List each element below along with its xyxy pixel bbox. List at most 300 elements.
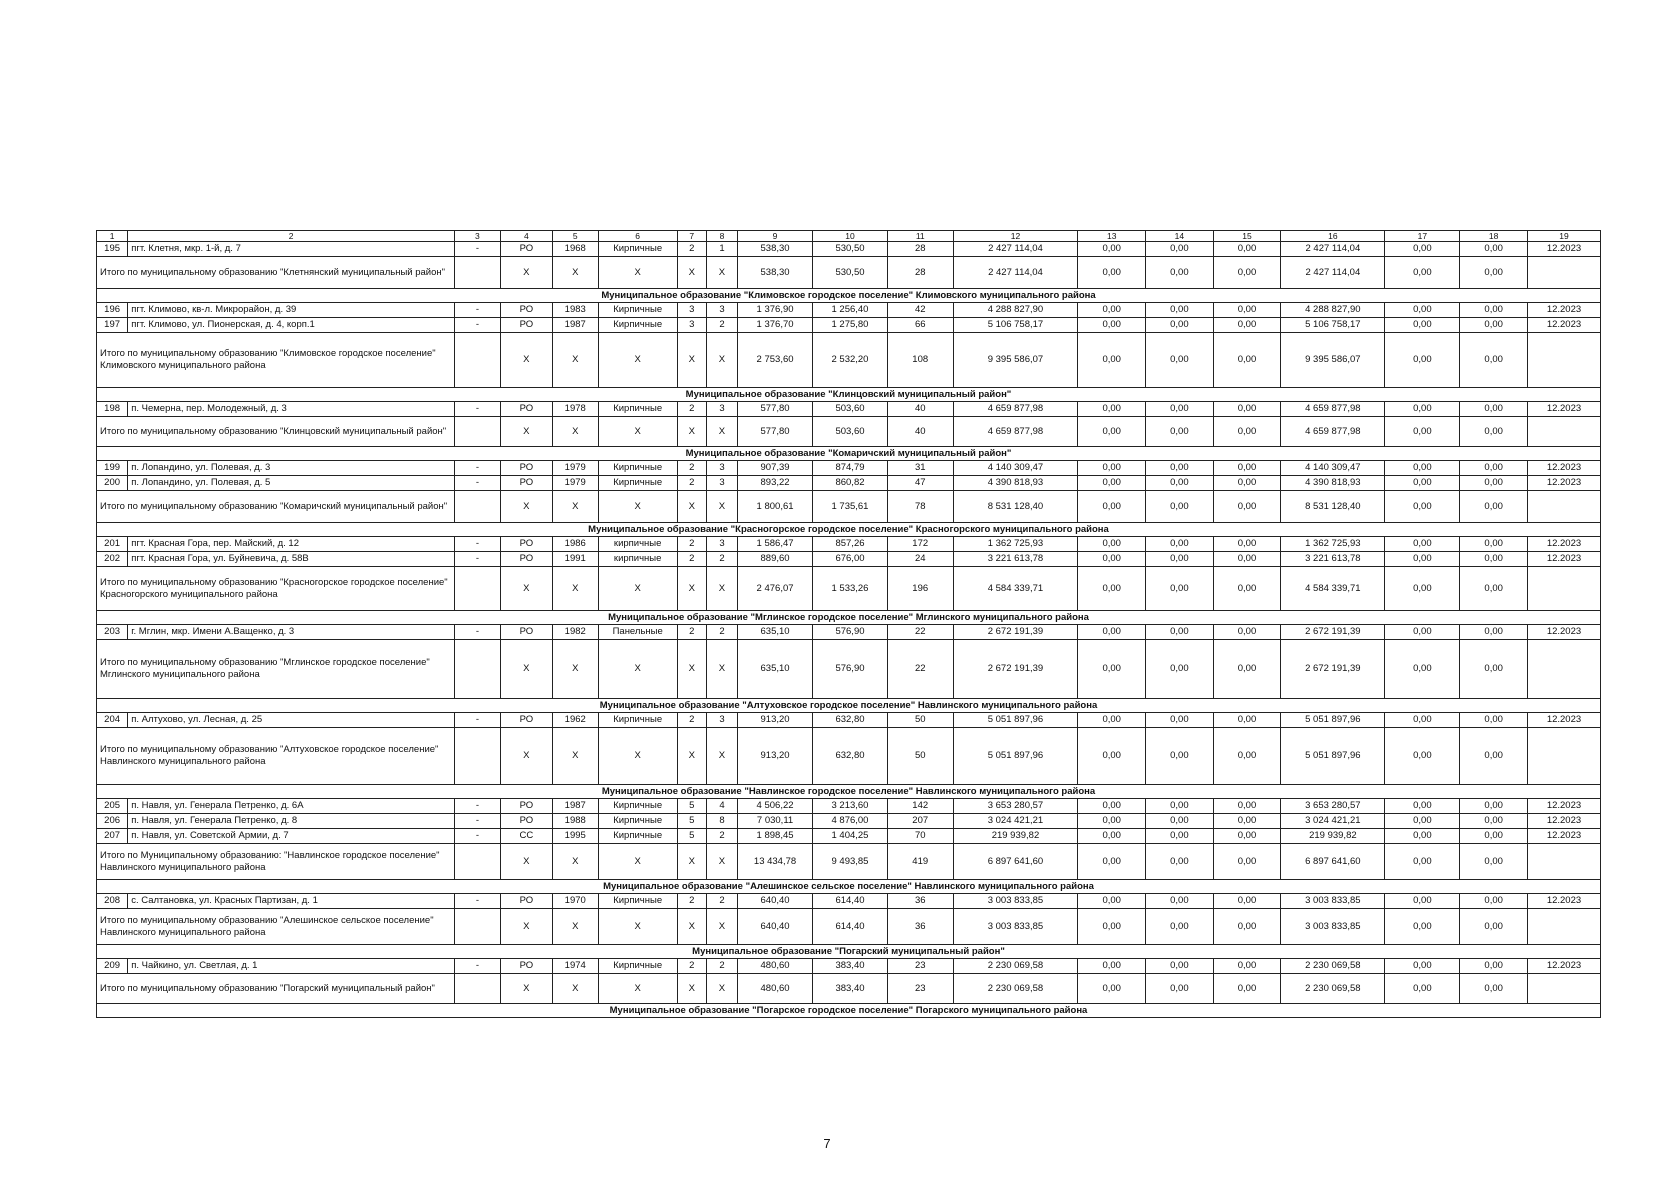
- total-cell: Х: [500, 909, 552, 945]
- table-cell: 0,00: [1385, 625, 1460, 640]
- table-cell: 0,00: [1078, 242, 1146, 257]
- table-cell: 3: [677, 318, 706, 333]
- total-cell: 0,00: [1146, 417, 1214, 447]
- total-cell: 3 003 833,85: [953, 909, 1078, 945]
- table-cell: РО: [500, 242, 552, 257]
- table-cell: 209: [97, 959, 128, 974]
- total-cell: [455, 909, 501, 945]
- column-number: 17: [1385, 231, 1460, 242]
- total-cell: Х: [598, 909, 677, 945]
- total-cell: [455, 257, 501, 289]
- total-cell: 635,10: [738, 640, 813, 699]
- table-cell: 12.2023: [1527, 242, 1600, 257]
- table-cell: 0,00: [1213, 242, 1281, 257]
- table-cell: 12.2023: [1527, 625, 1600, 640]
- total-row: [97, 974, 1601, 1004]
- table-cell: 207: [887, 814, 953, 829]
- total-row: [97, 257, 1601, 289]
- total-row: [97, 844, 1601, 880]
- total-cell: 4 584 339,71: [953, 567, 1078, 611]
- municipality-title: Муниципальное образование "Алешинское сельское поселение" Навлинского муниципального района: [97, 880, 1601, 894]
- table-cell: 3 221 613,78: [953, 552, 1078, 567]
- column-number: 6: [598, 231, 677, 242]
- total-cell: 0,00: [1213, 728, 1281, 785]
- table-cell: 0,00: [1385, 959, 1460, 974]
- total-row: [97, 491, 1601, 523]
- address-cell: п. Лопандино, ул. Полевая, д. 3: [128, 461, 455, 476]
- table-cell: -: [455, 303, 501, 318]
- total-cell: Х: [598, 333, 677, 388]
- table-cell: 0,00: [1385, 799, 1460, 814]
- table-cell: 0,00: [1460, 537, 1528, 552]
- table-cell: Кирпичные: [598, 242, 677, 257]
- municipality-title: Муниципальное образование "Алтуховское городское поселение" Навлинского муниципального района: [97, 699, 1601, 713]
- table-cell: 4 506,22: [738, 799, 813, 814]
- municipality-header-row: [97, 388, 1601, 402]
- table-cell: 1991: [552, 552, 598, 567]
- table-cell: 0,00: [1460, 959, 1528, 974]
- total-cell: Х: [598, 640, 677, 699]
- table-row: [97, 242, 1601, 257]
- table-cell: 0,00: [1460, 303, 1528, 318]
- table-cell: 12.2023: [1527, 829, 1600, 844]
- table-cell: 5 106 758,17: [1281, 318, 1385, 333]
- total-cell: [455, 333, 501, 388]
- table-cell: кирпичные: [598, 552, 677, 567]
- table-cell: 28: [887, 242, 953, 257]
- total-cell: Х: [552, 417, 598, 447]
- municipality-header-row: [97, 447, 1601, 461]
- table-cell: 0,00: [1213, 318, 1281, 333]
- column-number: 4: [500, 231, 552, 242]
- total-cell: 0,00: [1460, 567, 1528, 611]
- total-cell: 5 051 897,96: [1281, 728, 1385, 785]
- table-cell: 4 288 827,90: [953, 303, 1078, 318]
- table-cell: СС: [500, 829, 552, 844]
- total-cell: 503,60: [813, 417, 888, 447]
- table-cell: 1 376,90: [738, 303, 813, 318]
- table-cell: 893,22: [738, 476, 813, 491]
- table-cell: 0,00: [1146, 799, 1214, 814]
- total-cell: 0,00: [1213, 491, 1281, 523]
- total-cell: [455, 417, 501, 447]
- table-cell: 12.2023: [1527, 303, 1600, 318]
- table-cell: 142: [887, 799, 953, 814]
- column-number: 15: [1213, 231, 1281, 242]
- table-cell: Кирпичные: [598, 713, 677, 728]
- table-cell: 3: [706, 537, 737, 552]
- table-cell: 2: [677, 894, 706, 909]
- table-cell: 874,79: [813, 461, 888, 476]
- address-cell: п. Чемерна, пер. Молодежный, д. 3: [128, 402, 455, 417]
- total-cell: 614,40: [813, 909, 888, 945]
- total-cell: 0,00: [1078, 491, 1146, 523]
- table-cell: 1987: [552, 799, 598, 814]
- total-cell: Х: [552, 257, 598, 289]
- municipality-header-row: [97, 785, 1601, 799]
- table-row: [97, 537, 1601, 552]
- total-cell: Х: [598, 417, 677, 447]
- total-cell: [455, 974, 501, 1004]
- total-cell: Х: [706, 257, 737, 289]
- table-cell: 0,00: [1146, 713, 1214, 728]
- table-cell: 206: [97, 814, 128, 829]
- total-cell: 0,00: [1078, 567, 1146, 611]
- total-cell: Х: [598, 974, 677, 1004]
- table-cell: 2: [677, 713, 706, 728]
- table-cell: 0,00: [1213, 537, 1281, 552]
- table-cell: 0,00: [1385, 318, 1460, 333]
- total-cell: Х: [500, 844, 552, 880]
- table-cell: -: [455, 713, 501, 728]
- table-cell: 1968: [552, 242, 598, 257]
- table-cell: 0,00: [1460, 318, 1528, 333]
- total-cell: 2 476,07: [738, 567, 813, 611]
- table-cell: 4: [706, 799, 737, 814]
- table-cell: Кирпичные: [598, 303, 677, 318]
- total-cell: Х: [706, 728, 737, 785]
- total-cell: 2 753,60: [738, 333, 813, 388]
- address-cell: пгт. Клетня, мкр. 1-й, д. 7: [128, 242, 455, 257]
- total-cell: [1527, 909, 1600, 945]
- column-number: 18: [1460, 231, 1528, 242]
- total-cell: Х: [500, 974, 552, 1004]
- table-cell: 0,00: [1385, 461, 1460, 476]
- total-label: Итого по муниципальному образованию "Алешинское сельское поселение" Навлинского муниципального района: [97, 909, 455, 945]
- page-number: 7: [823, 1136, 831, 1151]
- table-cell: 2: [677, 242, 706, 257]
- column-number: 1: [97, 231, 128, 242]
- total-cell: 0,00: [1078, 333, 1146, 388]
- table-cell: Кирпичные: [598, 829, 677, 844]
- table-cell: 913,20: [738, 713, 813, 728]
- municipality-title: Муниципальное образование "Мглинское городское поселение" Мглинского муниципального района: [97, 611, 1601, 625]
- table-row: [97, 894, 1601, 909]
- total-cell: Х: [500, 333, 552, 388]
- total-cell: [455, 640, 501, 699]
- total-cell: Х: [552, 844, 598, 880]
- total-cell: 0,00: [1460, 491, 1528, 523]
- table-cell: 1974: [552, 959, 598, 974]
- table-cell: 3: [706, 402, 737, 417]
- total-cell: Х: [677, 417, 706, 447]
- table-cell: 2 230 069,58: [1281, 959, 1385, 974]
- table-cell: 0,00: [1078, 318, 1146, 333]
- table-cell: 1995: [552, 829, 598, 844]
- total-cell: Х: [706, 974, 737, 1004]
- total-cell: 0,00: [1146, 567, 1214, 611]
- column-number: 10: [813, 231, 888, 242]
- total-cell: Х: [677, 728, 706, 785]
- total-cell: 0,00: [1146, 640, 1214, 699]
- table-cell: Кирпичные: [598, 959, 677, 974]
- table-cell: -: [455, 537, 501, 552]
- total-cell: Х: [706, 640, 737, 699]
- table-cell: 2: [677, 476, 706, 491]
- total-cell: 0,00: [1078, 257, 1146, 289]
- total-cell: 1 800,61: [738, 491, 813, 523]
- table-row: [97, 625, 1601, 640]
- table-cell: РО: [500, 625, 552, 640]
- total-cell: Х: [706, 417, 737, 447]
- total-cell: Х: [552, 333, 598, 388]
- total-cell: Х: [552, 909, 598, 945]
- table-cell: 70: [887, 829, 953, 844]
- total-cell: Х: [706, 333, 737, 388]
- table-row: [97, 318, 1601, 333]
- table-cell: 0,00: [1460, 552, 1528, 567]
- table-cell: 172: [887, 537, 953, 552]
- table-cell: 12.2023: [1527, 552, 1600, 567]
- table-cell: Кирпичные: [598, 894, 677, 909]
- table-cell: -: [455, 829, 501, 844]
- table-cell: 1979: [552, 476, 598, 491]
- table-cell: Кирпичные: [598, 476, 677, 491]
- table-cell: 2 672 191,39: [953, 625, 1078, 640]
- table-cell: 0,00: [1213, 625, 1281, 640]
- table-cell: 5: [677, 814, 706, 829]
- total-cell: Х: [677, 333, 706, 388]
- total-cell: 0,00: [1460, 728, 1528, 785]
- table-cell: 0,00: [1146, 894, 1214, 909]
- total-cell: 0,00: [1385, 257, 1460, 289]
- table-row: [97, 303, 1601, 318]
- table-cell: 0,00: [1460, 829, 1528, 844]
- municipality-title: Муниципальное образование "Красногорское городское поселение" Красногорского муниципального района: [97, 523, 1601, 537]
- table-cell: 1979: [552, 461, 598, 476]
- table-cell: 31: [887, 461, 953, 476]
- total-cell: 9 395 586,07: [1281, 333, 1385, 388]
- total-cell: 419: [887, 844, 953, 880]
- table-cell: 4 390 818,93: [1281, 476, 1385, 491]
- column-number: 12: [953, 231, 1078, 242]
- table-cell: 1986: [552, 537, 598, 552]
- municipality-header-row: [97, 289, 1601, 303]
- table-cell: 3 653 280,57: [953, 799, 1078, 814]
- total-cell: 0,00: [1385, 974, 1460, 1004]
- total-cell: 0,00: [1460, 974, 1528, 1004]
- table-cell: 0,00: [1385, 476, 1460, 491]
- total-cell: [1527, 333, 1600, 388]
- table-cell: 197: [97, 318, 128, 333]
- table-cell: 203: [97, 625, 128, 640]
- table-cell: 12.2023: [1527, 537, 1600, 552]
- total-cell: Х: [677, 974, 706, 1004]
- total-cell: Х: [500, 728, 552, 785]
- column-number: 11: [887, 231, 953, 242]
- total-cell: 28: [887, 257, 953, 289]
- total-cell: [1527, 567, 1600, 611]
- table-row: [97, 713, 1601, 728]
- total-cell: [455, 491, 501, 523]
- total-cell: 0,00: [1078, 640, 1146, 699]
- table-cell: РО: [500, 537, 552, 552]
- total-label: Итого по муниципальному образованию "Алтуховское городское поселение" Навлинского муниципального района: [97, 728, 455, 785]
- total-cell: [1527, 491, 1600, 523]
- table-cell: РО: [500, 303, 552, 318]
- table-cell: 857,26: [813, 537, 888, 552]
- table-cell: Кирпичные: [598, 402, 677, 417]
- total-cell: 2 532,20: [813, 333, 888, 388]
- table-cell: -: [455, 476, 501, 491]
- table-cell: 2: [677, 537, 706, 552]
- address-cell: п. Лопандино, ул. Полевая, д. 5: [128, 476, 455, 491]
- table-cell: Панельные: [598, 625, 677, 640]
- total-cell: [1527, 257, 1600, 289]
- table-cell: 0,00: [1146, 402, 1214, 417]
- table-cell: 0,00: [1213, 814, 1281, 829]
- table-cell: 0,00: [1078, 799, 1146, 814]
- total-cell: 108: [887, 333, 953, 388]
- table-cell: РО: [500, 402, 552, 417]
- table-cell: 0,00: [1078, 894, 1146, 909]
- table-cell: 0,00: [1146, 476, 1214, 491]
- table-cell: 1 275,80: [813, 318, 888, 333]
- table-cell: 0,00: [1146, 537, 1214, 552]
- total-cell: Х: [500, 567, 552, 611]
- total-cell: Х: [598, 844, 677, 880]
- table-cell: 576,90: [813, 625, 888, 640]
- table-cell: -: [455, 461, 501, 476]
- total-cell: 0,00: [1385, 491, 1460, 523]
- address-cell: с. Салтановка, ул. Красных Партизан, д. 1: [128, 894, 455, 909]
- table-cell: 0,00: [1213, 476, 1281, 491]
- table-cell: 5 106 758,17: [953, 318, 1078, 333]
- table-cell: 4 288 827,90: [1281, 303, 1385, 318]
- table-cell: 47: [887, 476, 953, 491]
- table-cell: 1982: [552, 625, 598, 640]
- total-cell: 0,00: [1213, 417, 1281, 447]
- total-cell: Х: [500, 417, 552, 447]
- table-cell: 907,39: [738, 461, 813, 476]
- table-cell: 4 390 818,93: [953, 476, 1078, 491]
- column-number: 16: [1281, 231, 1385, 242]
- total-label: Итого по муниципальному образованию "Комаричский муниципальный район": [97, 491, 455, 523]
- total-cell: 0,00: [1213, 257, 1281, 289]
- total-cell: Х: [706, 909, 737, 945]
- total-cell: Х: [677, 491, 706, 523]
- table-cell: 889,60: [738, 552, 813, 567]
- total-row: [97, 909, 1601, 945]
- table-row: [97, 829, 1601, 844]
- total-cell: 36: [887, 909, 953, 945]
- table-cell: 5: [677, 829, 706, 844]
- table-cell: 12.2023: [1527, 799, 1600, 814]
- table-cell: 50: [887, 713, 953, 728]
- table-cell: 2: [706, 625, 737, 640]
- total-cell: 6 897 641,60: [953, 844, 1078, 880]
- total-cell: 9 493,85: [813, 844, 888, 880]
- table-cell: 2: [706, 894, 737, 909]
- total-cell: 78: [887, 491, 953, 523]
- table-cell: 2 230 069,58: [953, 959, 1078, 974]
- table-cell: 0,00: [1078, 476, 1146, 491]
- table-cell: 12.2023: [1527, 476, 1600, 491]
- table-cell: 0,00: [1385, 537, 1460, 552]
- total-cell: Х: [598, 567, 677, 611]
- total-cell: Х: [677, 567, 706, 611]
- total-label: Итого по муниципальному образованию "Погарский муниципальный район": [97, 974, 455, 1004]
- table-cell: -: [455, 894, 501, 909]
- total-cell: 0,00: [1146, 728, 1214, 785]
- municipality-title: Муниципальное образование "Комаричский муниципальный район": [97, 447, 1601, 461]
- total-cell: Х: [598, 728, 677, 785]
- table-cell: 3 221 613,78: [1281, 552, 1385, 567]
- address-cell: п. Навля, ул. Советской Армии, д. 7: [128, 829, 455, 844]
- total-cell: 0,00: [1385, 728, 1460, 785]
- total-cell: Х: [677, 640, 706, 699]
- table-cell: -: [455, 814, 501, 829]
- total-cell: 640,40: [738, 909, 813, 945]
- table-cell: 0,00: [1078, 461, 1146, 476]
- table-cell: 676,00: [813, 552, 888, 567]
- table-cell: 0,00: [1078, 814, 1146, 829]
- table-cell: 24: [887, 552, 953, 567]
- total-cell: 0,00: [1213, 844, 1281, 880]
- table-cell: -: [455, 242, 501, 257]
- table-cell: 0,00: [1385, 402, 1460, 417]
- table-cell: Кирпичные: [598, 318, 677, 333]
- total-cell: 4 584 339,71: [1281, 567, 1385, 611]
- table-cell: 0,00: [1146, 242, 1214, 257]
- municipality-title: Муниципальное образование "Навлинское городское поселение" Навлинского муниципального района: [97, 785, 1601, 799]
- table-cell: 2: [677, 552, 706, 567]
- table-cell: Кирпичные: [598, 799, 677, 814]
- table-cell: 503,60: [813, 402, 888, 417]
- total-row: [97, 728, 1601, 785]
- total-cell: Х: [677, 909, 706, 945]
- table-cell: 2: [677, 402, 706, 417]
- table-row: [97, 814, 1601, 829]
- table-cell: 2: [706, 318, 737, 333]
- total-cell: 196: [887, 567, 953, 611]
- total-cell: 0,00: [1213, 974, 1281, 1004]
- total-cell: 480,60: [738, 974, 813, 1004]
- column-number: 13: [1078, 231, 1146, 242]
- table-cell: РО: [500, 476, 552, 491]
- total-cell: 2 427 114,04: [953, 257, 1078, 289]
- table-cell: 0,00: [1385, 242, 1460, 257]
- total-cell: 0,00: [1385, 844, 1460, 880]
- total-cell: Х: [552, 640, 598, 699]
- total-cell: 9 395 586,07: [953, 333, 1078, 388]
- table-cell: РО: [500, 799, 552, 814]
- table-cell: -: [455, 552, 501, 567]
- table-cell: 1 586,47: [738, 537, 813, 552]
- total-cell: 0,00: [1078, 417, 1146, 447]
- table-cell: РО: [500, 318, 552, 333]
- total-cell: Х: [598, 491, 677, 523]
- table-cell: 2: [677, 959, 706, 974]
- table-cell: 0,00: [1460, 713, 1528, 728]
- total-cell: Х: [706, 491, 737, 523]
- total-cell: 0,00: [1078, 844, 1146, 880]
- table-cell: 1978: [552, 402, 598, 417]
- total-label: Итого по муниципальному образованию "Климовское городское поселение" Климовского муниципального района: [97, 333, 455, 388]
- total-cell: [1527, 844, 1600, 880]
- table-cell: 0,00: [1460, 476, 1528, 491]
- table-cell: 3 024 421,21: [953, 814, 1078, 829]
- total-cell: Х: [500, 257, 552, 289]
- total-cell: Х: [500, 640, 552, 699]
- table-row: [97, 799, 1601, 814]
- table-cell: 0,00: [1460, 625, 1528, 640]
- total-cell: Х: [677, 844, 706, 880]
- total-cell: Х: [706, 567, 737, 611]
- table-cell: 0,00: [1146, 303, 1214, 318]
- total-label: Итого по муниципальному образованию "Клетнянский муниципальный район": [97, 257, 455, 289]
- table-cell: 12.2023: [1527, 959, 1600, 974]
